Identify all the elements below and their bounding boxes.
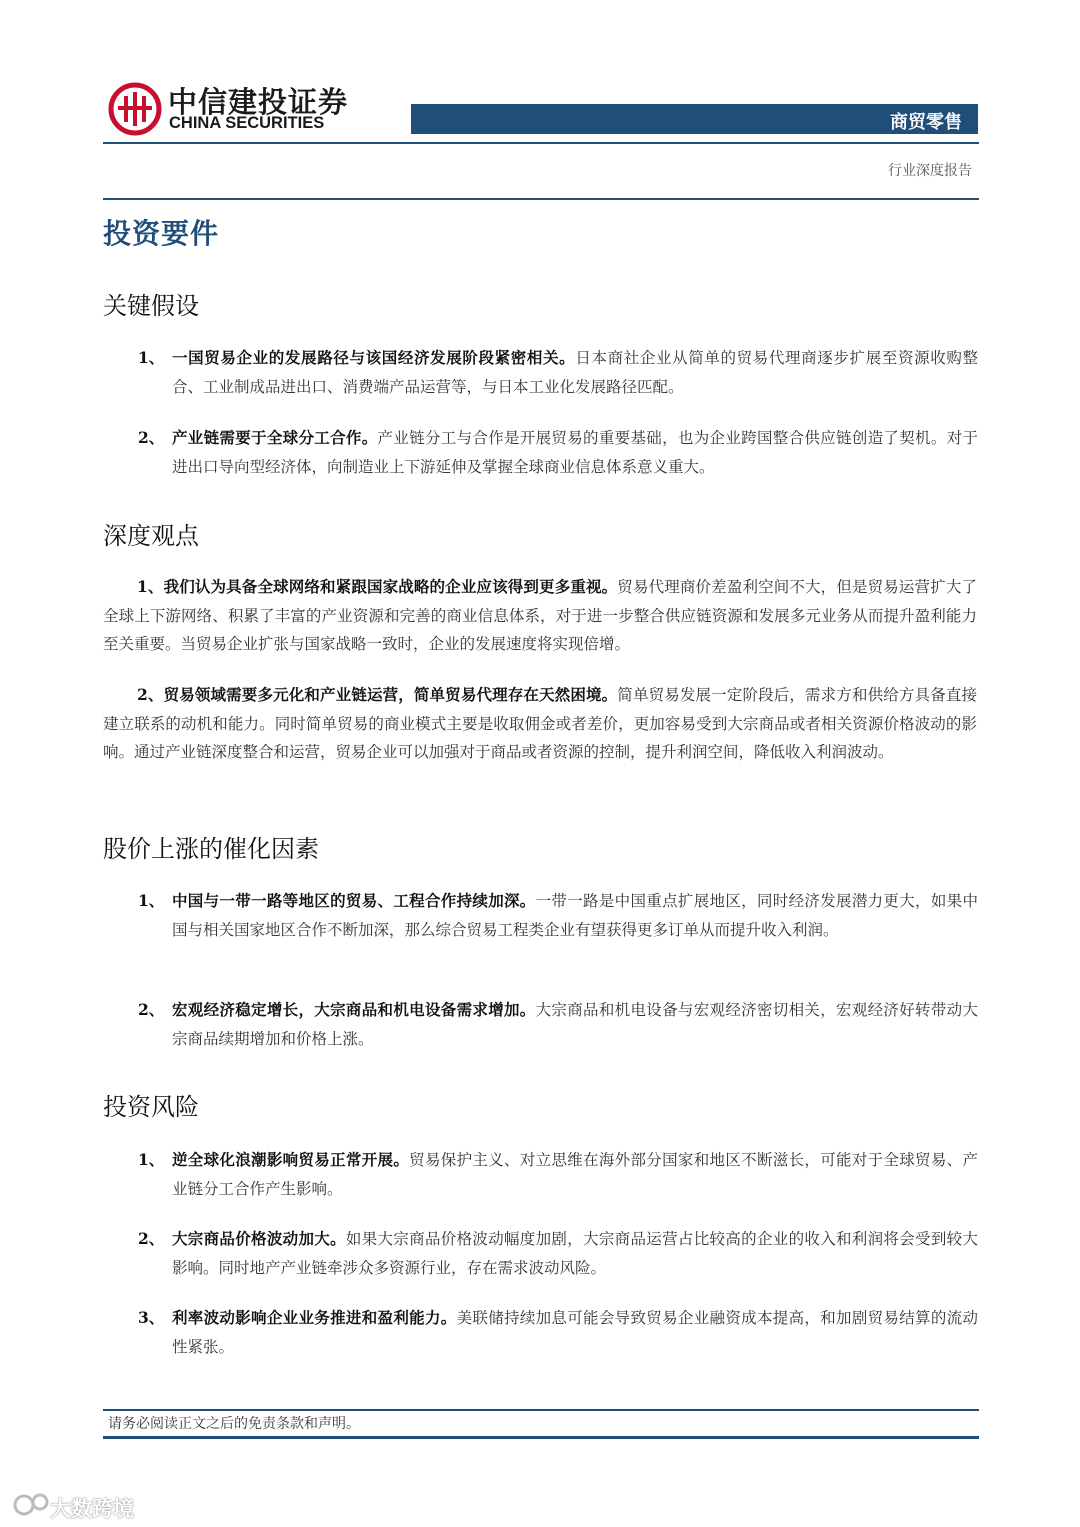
item-body: 大宗商品和机电设备与宏观经济密切相关，宏观经济好转带动大宗商品续期增加和价格上涨。 [172,1001,978,1048]
item-text [172,1224,978,1283]
view-paragraph [103,573,977,659]
section-title-views: 深度观点 [103,522,199,550]
report-type: 行业深度报告 [888,163,972,179]
page-header [0,0,1080,210]
item-text [172,343,978,402]
brand-name-en: CHINA SECURITIES [169,114,325,132]
para-body: 贸易代理商价差盈利空间不大，但是贸易运营扩大了全球上下游网络、积累了丰富的产业资源和完善的商业信息体系，对于进一步整合供应链资源和发展多元业务从而提升盈利能力至关重要。当贸易企业扩张与国家战略一致时，企业的发展速度将实现倍增。 [103,578,977,653]
item-lead: 中国与一带一路等地区的贸易、工程合作持续加深。 [172,891,536,910]
item-number: 3、 [138,1308,165,1327]
china-securities-logo-icon [108,82,162,136]
sector-banner [411,104,978,134]
item-number: 1、 [138,1150,165,1169]
section-title-risks: 投资风险 [103,1093,199,1121]
item-lead: 大宗商品价格波动加大。 [172,1229,346,1248]
header-divider [103,142,979,144]
item-text [172,423,978,482]
assumption-item [138,423,978,482]
view-paragraph [103,681,977,767]
assumption-item [138,343,978,402]
item-body: 贸易保护主义、对立思维在海外部分国家和地区不断滋长，可能对于全球贸易、产业链分工合作产生影响。 [172,1151,978,1198]
risk-item [138,1145,978,1204]
item-number: 1、 [138,891,165,910]
item-number: 2、 [138,1229,165,1248]
item-number: 1、 [138,348,165,367]
item-body: 日本商社企业从简单的贸易代理商逐步扩展至资源收购整合、工业制成品进出口、消费端产品运营等，与日本工业化发展路径匹配。 [172,349,978,396]
item-number: 2、 [138,1000,165,1019]
item-body: 美联储持续加息可能会导致贸易企业融资成本提高，和加剧贸易结算的流动性紧张。 [172,1309,978,1356]
brand-name-cn: 中信建投证券 [168,85,349,119]
subheader-divider [103,198,979,200]
footer-divider-top [103,1409,979,1411]
item-number: 2、 [138,428,165,447]
risk-item [138,1224,978,1283]
risk-item [138,1303,978,1362]
page-title: 投资要件 [103,217,220,250]
item-text [172,1303,978,1362]
item-lead: 宏观经济稳定增长，大宗商品和机电设备需求增加。 [172,1000,536,1019]
item-lead: 逆全球化浪潮影响贸易正常开展。 [172,1150,410,1169]
watermark-text: 大数跨境 [50,1497,134,1521]
item-body: 产业链分工与合作是开展贸易的重要基础，也为企业跨国整合供应链创造了契机。对于进出口导向型经济体，向制造业上下游延伸及掌握全球商业信息体系意义重大。 [172,429,978,476]
para-body: 简单贸易发展一定阶段后，需求方和供给方具备直接建立联系的动机和能力。同时简单贸易的商业模式主要是收取佣金或者差价，更加容易受到大宗商品或者相关资源价格波动的影响。通过产业链深度整合和运营，贸易企业可以加强对于商品或者资源的控制，提升利润空间，降低收入利润波动。 [103,686,977,761]
item-text [172,995,978,1054]
item-text [172,886,978,945]
para-lead: 2、贸易领域需要多元化和产业链运营，简单贸易代理存在天然困境。 [137,685,618,704]
item-body: 如果大宗商品价格波动幅度加剧，大宗商品运营占比较高的企业的收入和利润将会受到较大影响。同时地产产业链牵涉众多资源行业，存在需求波动风险。 [172,1230,978,1277]
catalyst-item [138,995,978,1054]
item-lead: 利率波动影响企业业务推进和盈利能力。 [172,1308,457,1327]
catalyst-item [138,886,978,945]
item-lead: 一国贸易企业的发展路径与该国经济发展阶段紧密相关。 [172,348,576,367]
item-body: 一带一路是中国重点扩展地区，同时经济发展潜力更大，如果中国与相关国家地区合作不断加深，那么综合贸易工程类企业有望获得更多订单从而提升收入利润。 [172,892,978,939]
footer-disclaimer: 请务必阅读正文之后的免责条款和声明。 [108,1416,360,1432]
section-title-catalysts: 股价上涨的催化因素 [103,835,319,863]
para-lead: 1、我们认为具备全球网络和紧跟国家战略的企业应该得到更多重视。 [137,577,618,596]
section-title-assumptions: 关键假设 [103,292,199,320]
item-lead: 产业链需要于全球分工合作。 [172,428,378,447]
footer-divider-bottom [103,1436,979,1439]
item-text [172,1145,978,1204]
sector-label: 商贸零售 [890,112,962,133]
